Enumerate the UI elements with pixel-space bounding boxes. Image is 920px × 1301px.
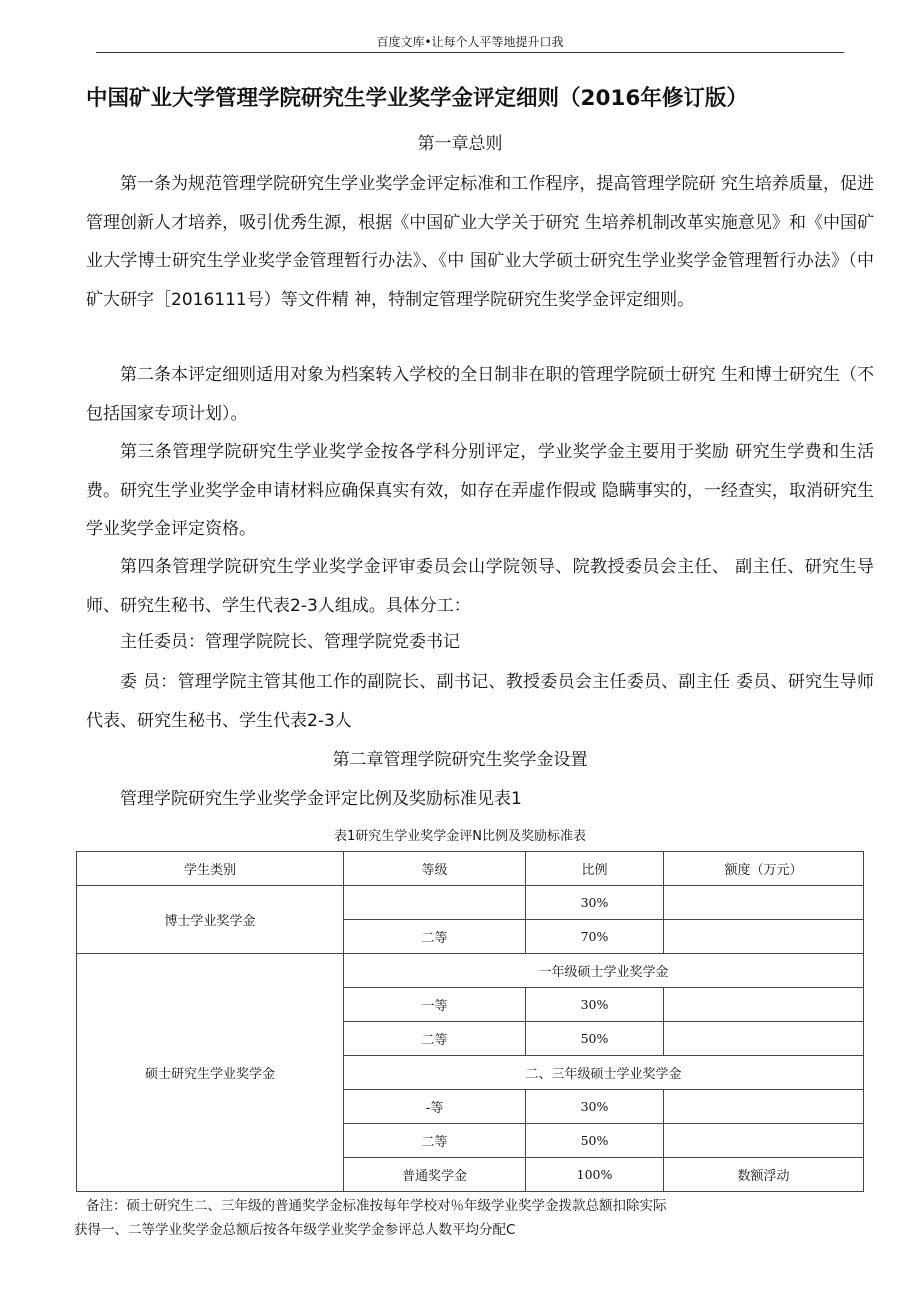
header-category: 学生类别: [77, 852, 344, 886]
chapter-1-heading: 第一章总则: [417, 134, 503, 154]
master-year1-heading: 一年级硕士学业奖学金: [344, 954, 864, 988]
doctor-ratio-2: 70%: [526, 920, 664, 954]
doctor-amount-2: [664, 920, 864, 954]
master-y1-ratio-2: 50%: [526, 1022, 664, 1056]
header-amount: 额度（万元）: [664, 852, 864, 886]
table-header-row: [77, 852, 864, 886]
master-y1-level-1: 一等: [344, 988, 526, 1022]
table-caption: 表1研究生学业奖学金评N比例及奖励标准表: [334, 829, 586, 844]
master-y1-ratio-1: 30%: [526, 988, 664, 1022]
master-y2-level-2: 二等: [344, 1124, 526, 1158]
header-ratio: 比例: [526, 852, 664, 886]
master-y2-ratio-1: 30%: [526, 1090, 664, 1124]
table-note-line-2: 获得一、二等学业奖学金总额后按各年级学业奖学金参评总人数平均分配C: [74, 1222, 516, 1238]
article-3: 第三条管理学院研究生学业奖学金按各学科分别评定，学业奖学金主要用于奖励 研究生学费和生活费。研究生学业奖学金申请材料应确保真实有效，如存在弄虚作假或 隐瞒事实的，一经查实，取消研究生学业奖学金评定资格。: [86, 442, 874, 539]
doctor-amount-1: [664, 886, 864, 920]
table-note-line-1: 备注：硕士研究生二、三年级的普通奖学金标准按每年学校对％年级学业奖学金拨款总额扣除实际: [86, 1198, 667, 1214]
master-y2-amount-1: [664, 1090, 864, 1124]
doctor-ratio-1: 30%: [526, 886, 664, 920]
chapter-2-heading: 第二章管理学院研究生奖学金设置: [332, 750, 588, 770]
doctor-level-2: 二等: [344, 920, 526, 954]
page-header: 百度文库•让每个人平等地提升口我: [96, 34, 844, 53]
table-intro: 管理学院研究生学业奖学金评定比例及奖励标准见表1: [120, 789, 522, 809]
master-y1-amount-1: [664, 988, 864, 1022]
table-row: [77, 954, 864, 988]
master-general-ratio: 100%: [526, 1158, 664, 1192]
master-y1-amount-2: [664, 1022, 864, 1056]
master-y2-ratio-2: 50%: [526, 1124, 664, 1158]
table-row: [77, 886, 864, 920]
article-1: 第一条为规范管理学院研究生学业奖学金评定标准和工作程序，提高管理学院研 究生培养质量，促进管理创新人才培养，吸引优秀生源，根据《中国矿业大学关于研究 生培养机制改革实施意见》和《中国矿业大学博士研究生学业奖学金管理暂行办法》、《中 国矿业大学硕士研究生学业奖学金管理暂行办法》（中矿大研字［2016111号）等文件精 神，特制定管理学院研究生奖学金评定细则。: [86, 174, 874, 310]
doctor-category: 博士学业奖学金: [77, 886, 344, 954]
master-y2-level-1: -等: [344, 1090, 526, 1124]
master-general-level: 普通奖学金: [344, 1158, 526, 1192]
director-line: 主任委员：管理学院院长、管理学院党委书记: [120, 632, 460, 652]
scholarship-table: [76, 851, 864, 1192]
members-line: 委 员：管理学院主管其他工作的副院长、副书记、教授委员会主任委员、副主任 委员、研究生导师代表、研究生秘书、学生代表2-3人: [86, 672, 874, 731]
master-general-amount: 数额浮动: [664, 1158, 864, 1192]
article-4: 第四条管理学院研究生学业奖学金评审委员会山学院领导、院教授委员会主任、 副主任、研究生导师、研究生秘书、学生代表2-3人组成。具体分工：: [86, 557, 874, 616]
header-level: 等级: [344, 852, 526, 886]
doctor-level-1: [344, 886, 526, 920]
master-category: 硕士研究生学业奖学金: [77, 954, 344, 1192]
master-y1-level-2: 二等: [344, 1022, 526, 1056]
document-title: 中国矿业大学管理学院研究生学业奖学金评定细则（2016年修订版）: [86, 86, 748, 111]
article-2: 第二条本评定细则适用对象为档案转入学校的全日制非在职的管理学院硕士研究 生和博士研究生（不包括国家专项计划）。: [86, 365, 874, 424]
master-year23-heading: 二、三年级硕士学业奖学金: [344, 1056, 864, 1090]
master-y2-amount-2: [664, 1124, 864, 1158]
